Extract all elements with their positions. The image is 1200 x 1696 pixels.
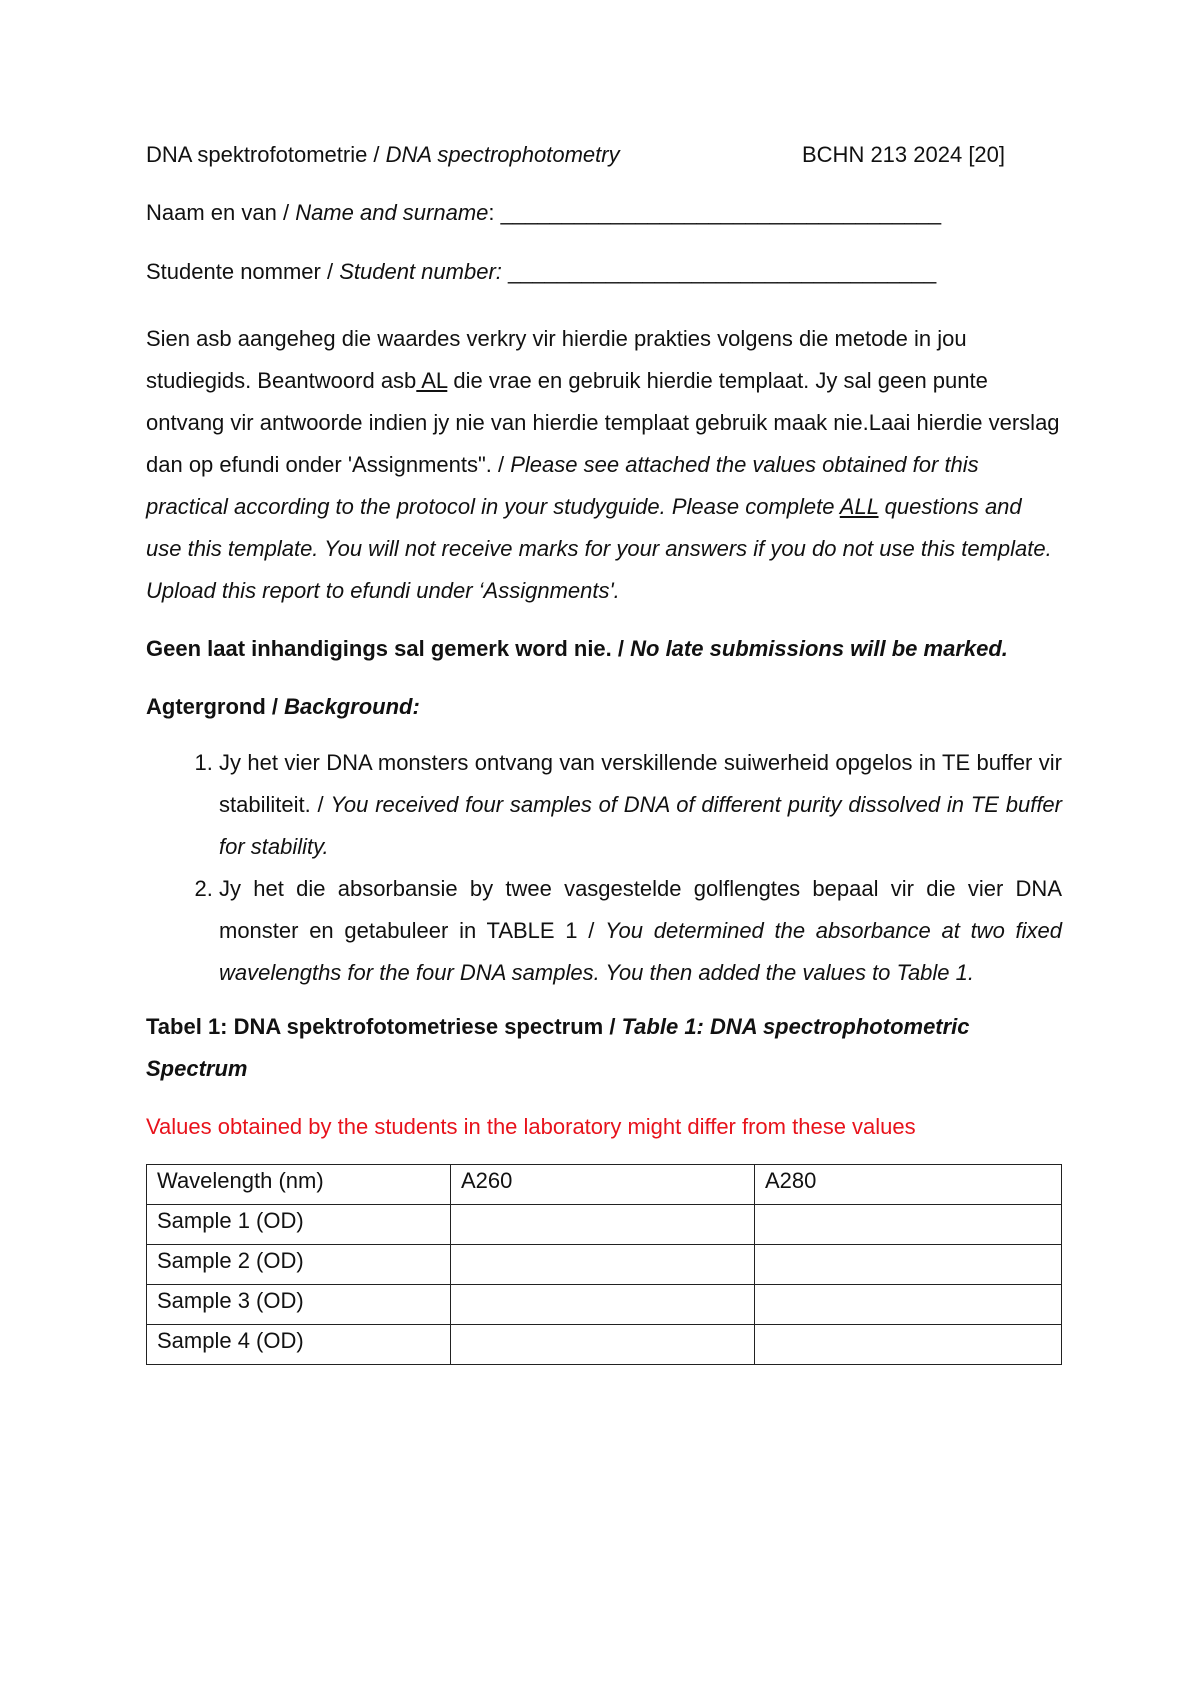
absorbance-table: [146, 1164, 1062, 1365]
student-number-field[interactable]: [146, 259, 1062, 301]
table-row-label: Sample 4 (OD): [147, 1325, 451, 1365]
background-item-1-af: Jy het vier DNA monsters ontvang van verskillende suiwerheid opgelos in TE buffer vir stabiliteit. /: [219, 750, 1062, 817]
table-header-row: [147, 1165, 1062, 1205]
table-cell-a280[interactable]: [755, 1245, 1062, 1285]
table-cell-a260[interactable]: [451, 1325, 755, 1365]
background-list: [146, 742, 1062, 994]
notice-af: Geen laat inhandigings sal gemerk word nie. /: [146, 636, 631, 661]
table-header-cell: Wavelength (nm): [147, 1165, 451, 1205]
background-heading-af: Agtergrond /: [146, 694, 285, 719]
student-blank[interactable]: ___________________________________: [501, 259, 937, 284]
table-caption-en: Table 1: DNA spectrophotometric Spectrum: [146, 1014, 970, 1081]
background-item-1: [219, 742, 1062, 868]
name-colon: :: [488, 200, 501, 225]
intro-af-2: die vrae en gebruik hierdie templaat. Jy sal geen punte ontvang vir antwoorde indien jy nie van hierdie templaat gebruik maak nie.Laai hierdie verslag dan op efundi onder 'Assignments". /: [146, 368, 1060, 477]
name-label-en: Name and surname: [295, 200, 489, 225]
student-label-en: Student number:: [339, 259, 502, 284]
intro-af-1: Sien asb aangeheg die waardes verkry vir hierdie prakties volgens die metode in jou studiegids. Beantwoord asb: [146, 326, 967, 393]
title-en: DNA spectrophotometry: [385, 142, 620, 167]
course-code: BCHN 213 2024 [20]: [802, 142, 1006, 167]
table-caption-af: Tabel 1: DNA spektrofotometriese spectrum /: [146, 1014, 622, 1039]
background-item-2: [219, 868, 1062, 994]
table-cell-a280[interactable]: [755, 1325, 1062, 1365]
intro-af-all: AL: [416, 368, 448, 393]
background-item-2-af: Jy het die absorbansie by twee vasgestelde golflengtes bepaal vir die vier DNA monster en getabuleer in TABLE 1 /: [219, 876, 1062, 943]
student-label-af: Studente nommer /: [146, 259, 340, 284]
intro-en-all: ALL: [839, 494, 879, 519]
name-field[interactable]: [146, 200, 1062, 242]
intro-en-2: questions and use this template. You will not receive marks for your answers if you do not use this template. Upload this report to efundi under ‘Assignments'.: [146, 494, 1052, 603]
title-af: DNA spektrofotometrie /: [146, 142, 386, 167]
document-content: [146, 142, 1062, 1365]
table-row: [147, 1325, 1062, 1365]
table-cell-a260[interactable]: [451, 1245, 755, 1285]
table-row-label: Sample 2 (OD): [147, 1245, 451, 1285]
table-header-cell: A260: [451, 1165, 755, 1205]
table-cell-a280[interactable]: [755, 1285, 1062, 1325]
table-row-label: Sample 1 (OD): [147, 1205, 451, 1245]
background-item-2-en: You determined the absorbance at two fixed wavelengths for the four DNA samples. You then added the values to Table 1.: [219, 918, 1062, 985]
table-header-cell: A280: [755, 1165, 1062, 1205]
table-cell-a260[interactable]: [451, 1205, 755, 1245]
intro-paragraph: [146, 318, 1062, 612]
background-heading-en: Background:: [284, 694, 420, 719]
table-row: [147, 1285, 1062, 1325]
background-item-1-en: You received four samples of DNA of different purity dissolved in TE buffer for stability.: [219, 792, 1062, 859]
red-note: Values obtained by the students in the laboratory might differ from these values: [146, 1114, 916, 1139]
late-submission-notice: [146, 628, 1062, 670]
table-caption: [146, 1006, 1062, 1090]
table-row: [147, 1245, 1062, 1285]
name-blank[interactable]: ____________________________________: [500, 200, 942, 225]
table-row-label: Sample 3 (OD): [147, 1285, 451, 1325]
table-row: [147, 1205, 1062, 1245]
intro-en-1: Please see attached the values obtained for this practical according to the protocol in your studyguide. Please complete: [146, 452, 979, 519]
table-cell-a280[interactable]: [755, 1205, 1062, 1245]
background-heading: [146, 686, 1062, 728]
name-label-af: Naam en van /: [146, 200, 296, 225]
table-cell-a260[interactable]: [451, 1285, 755, 1325]
notice-en: No late submissions will be marked.: [630, 636, 1008, 661]
document-header: [146, 142, 1062, 184]
